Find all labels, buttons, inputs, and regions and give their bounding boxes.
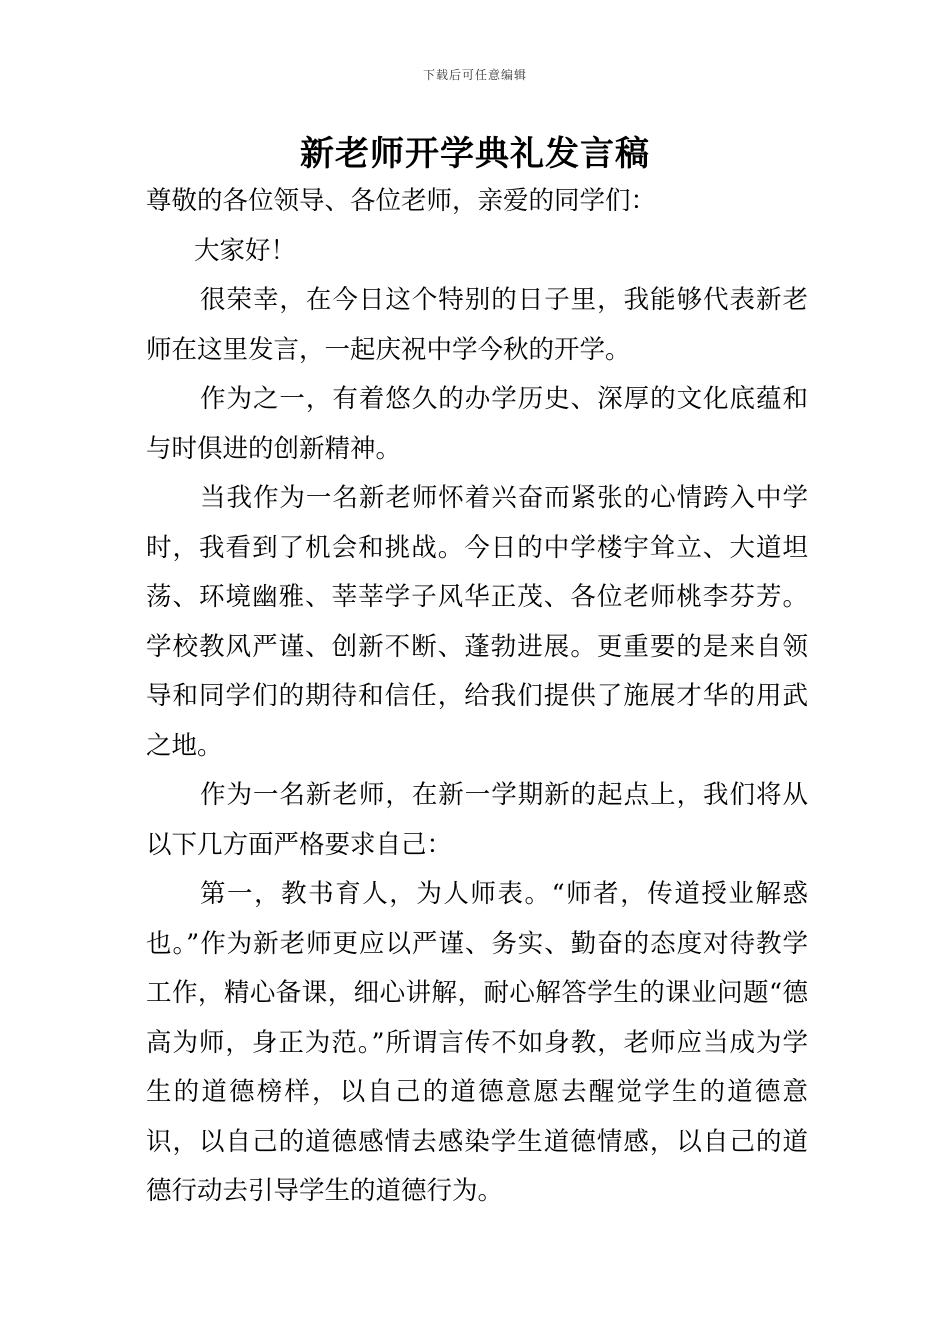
paragraph-5: 第一，教书育人，为人师表。“师者，传道授业解惑也。”作为新老师更应以严谨、务实、勤奋的态度对待教学工作，精心备课，细心讲解，耐心解答学生的课业问题“德高为师，身正为范。”所谓言传不如身教，老师应当成为学生的道德榜样，以自己的道德意愿去醒觉学生的道德意识，以自己的道德感情去感染学生道德情感，以自己的道德行动去引导学生的道德行为。	[146, 879, 808, 1206]
paragraph-4: 作为一名新老师，在新一学期新的起点上，我们将从以下几方面严格要求自己：	[146, 780, 808, 860]
paragraph-3: 当我作为一名新老师怀着兴奋而紧张的心情跨入中学时，我看到了机会和挑战。今日的中学楼宇耸立、大道坦荡、环境幽雅、莘莘学子风华正茂、各位老师桃李芬芳。学校教风严谨、创新不断、蓬勃进展。更重要的是来自领导和同学们的期待和信任，给我们提供了施展才华的用武之地。	[146, 483, 808, 761]
header-note: 下载后可任意编辑	[422, 68, 527, 82]
paragraph-2: 作为之一，有着悠久的办学历史、深厚的文化底蕴和与时俱进的创新精神。	[146, 384, 808, 464]
salutation: 尊敬的各位领导、各位老师，亲爱的同学们：	[146, 186, 657, 216]
paragraph-1: 很荣幸，在今日这个特别的日子里，我能够代表新老师在这里发言，一起庆祝中学今秋的开学。	[146, 285, 808, 365]
greeting: 大家好！	[194, 235, 297, 266]
document-body	[146, 177, 808, 1217]
document-title: 新老师开学典礼发言稿	[300, 134, 650, 174]
